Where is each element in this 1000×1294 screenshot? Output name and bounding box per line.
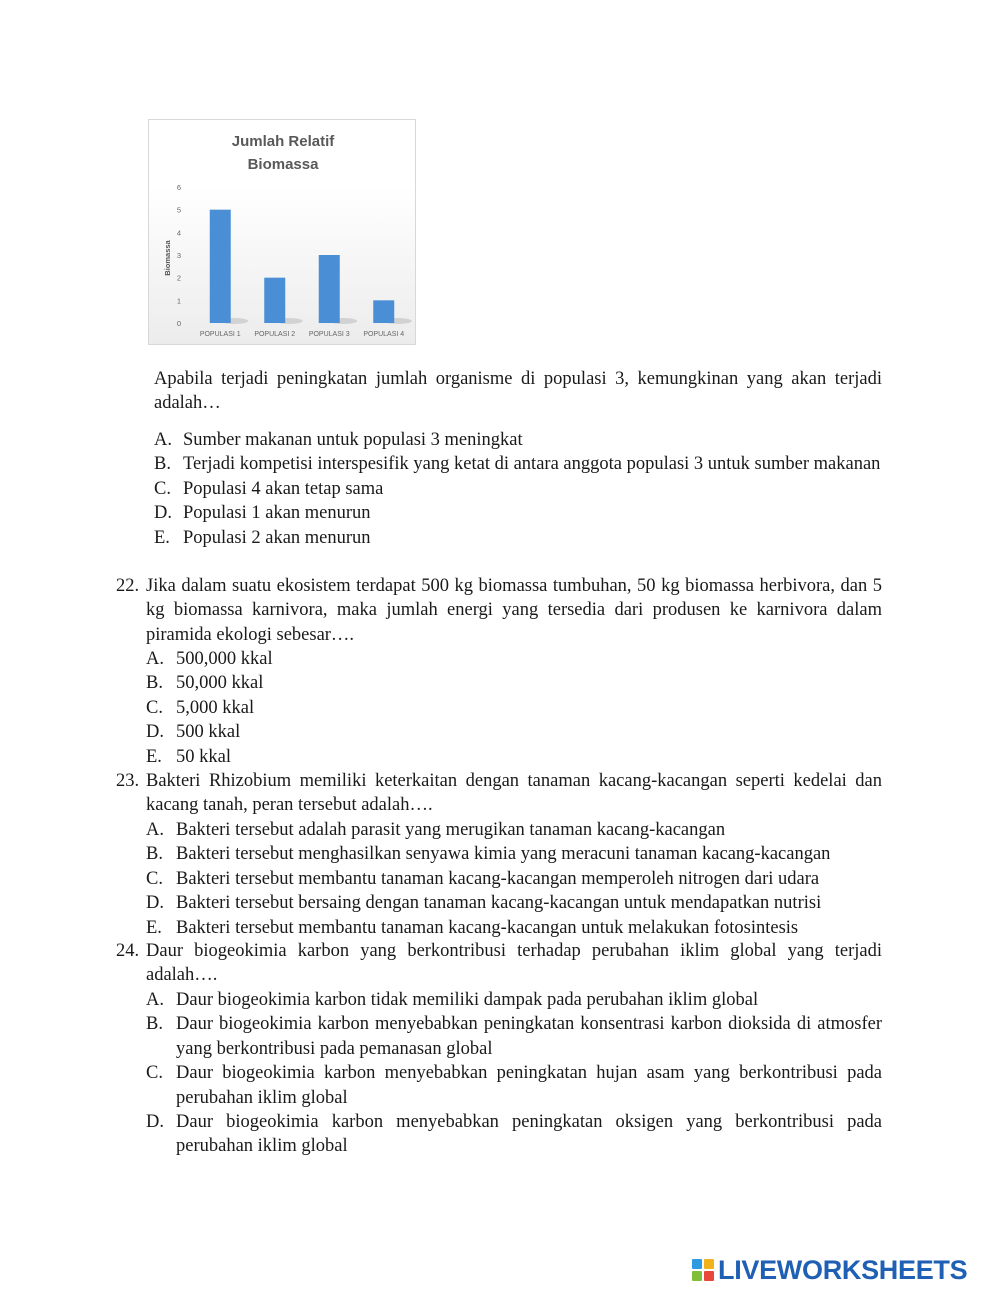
answer-option [154,501,882,525]
option-label: D. [154,503,172,524]
bar [264,278,285,323]
option-text: Bakteri tersebut menghasilkan senyawa kimia yang meracuni tanaman kacang-kacangan [176,844,831,865]
question-number: 24. [116,941,140,961]
chart-title: Biomassa [247,156,319,173]
answer-option [146,671,882,695]
logo-square [692,1259,702,1269]
y-tick-label: 2 [176,273,181,283]
option-label: C. [154,478,171,499]
option-text: Sumber makanan untuk populasi 3 meningkat [183,430,523,450]
q24-options [146,988,882,1159]
y-tick-label: 1 [176,296,181,306]
q21-stem: Apabila terjadi peningkatan jumlah organisme di populasi 3, kemungkinan yang akan terjadi adalah… [154,369,882,414]
option-label: A. [146,820,164,840]
bar [373,300,394,323]
answer-option [146,818,882,842]
option-label: A. [146,649,164,669]
question-24 [116,939,882,988]
question-stem: Jika dalam suatu ekosistem terdapat 500 kg biomassa tumbuhan, 50 kg biomassa herbivora, dan 5 kg biomassa karnivora, maka jumlah energi yang tersedia dari produsen ke karnivora dalam piramida ekologi sebesar…. [146,576,882,645]
answer-option [146,842,882,866]
option-label: A. [146,990,164,1010]
option-label: D. [146,722,164,743]
option-label: E. [146,746,162,767]
y-axis-label: Biomassa [163,240,172,276]
option-label: B. [146,844,163,865]
logo-square [692,1271,702,1281]
liveworksheets-logo [692,1256,967,1284]
option-label: A. [154,430,172,450]
option-text: Terjadi kompetisi interspesifik yang ketat di antara anggota populasi 3 untuk sumber makanan [183,454,881,475]
answer-option [146,647,882,671]
option-text: Populasi 2 akan menurun [183,527,371,548]
question-23 [116,769,882,818]
option-text: Populasi 4 akan tetap sama [183,478,384,499]
option-text: 50 kkal [176,746,231,767]
x-tick-label: POPULASI 2 [254,331,296,338]
answer-option [146,867,882,891]
answer-option [154,452,882,476]
q22-options [146,647,882,769]
y-tick-label: 3 [176,251,181,260]
answer-option [146,891,882,915]
option-text: 5,000 kkal [176,697,255,718]
option-text: Daur biogeokimia karbon tidak memiliki dampak pada perubahan iklim global [176,990,759,1010]
y-tick-label: 0 [176,319,181,328]
answer-option [146,1110,882,1159]
answer-option [154,428,882,452]
option-text: Bakteri tersebut membantu tanaman kacang-kacangan untuk melakukan fotosintesis [176,917,799,938]
option-text: Bakteri tersebut adalah parasit yang merugikan tanaman kacang-kacangan [176,820,726,840]
chart-svg [149,120,416,345]
q21-options [154,428,882,550]
option-label: C. [146,868,163,889]
y-tick-label: 5 [176,205,181,215]
option-label: E. [146,917,162,938]
option-label: C. [146,1063,163,1084]
y-tick-label: 6 [176,183,181,192]
chart-title: Jumlah Relatif [231,133,335,150]
option-text: 500,000 kkal [176,649,273,669]
question-number: 23. [116,771,140,791]
option-text: Daur biogeokimia karbon menyebabkan peningkatan konsentrasi karbon dioksida di atmosfer yang berkontribusi pada pemanasan global [176,1014,882,1059]
option-label: D. [146,1112,164,1133]
option-text: 500 kkal [176,722,241,743]
answer-option [146,988,882,1012]
answer-option [146,696,882,720]
answer-option [154,477,882,501]
option-text: Bakteri tersebut membantu tanaman kacang-kacangan memperoleh nitrogen dari udara [176,868,820,889]
option-label: B. [146,673,163,694]
biomass-bar-chart [148,119,416,345]
bar [210,210,231,323]
option-text: Daur biogeokimia karbon menyebabkan peningkatan hujan asam yang berkontribusi pada perubahan iklim global [176,1063,882,1108]
question-number: 22. [116,576,140,596]
logo-square [704,1259,714,1269]
logo-square [704,1271,714,1281]
option-label: C. [146,697,163,718]
answer-option [154,526,882,550]
question-22 [116,574,882,647]
question-stem: Daur biogeokimia karbon yang berkontribusi terhadap perubahan iklim global yang terjadi adalah…. [146,941,882,986]
brand-name: LIVEWORKSHEETS [718,1254,968,1285]
x-tick-label: POPULASI 4 [363,331,405,338]
bar [319,255,340,323]
option-text: Bakteri tersebut bersaing dengan tanaman kacang-kacangan untuk mendapatkan nutrisi [176,893,822,914]
option-text: Populasi 1 akan menurun [183,503,371,524]
q23-options [146,818,882,940]
option-label: B. [154,454,171,475]
answer-option [146,720,882,744]
option-label: B. [146,1014,163,1035]
option-text: 50,000 kkal [176,673,264,694]
answer-option [146,1012,882,1061]
x-tick-label: POPULASI 1 [199,331,241,338]
option-text: Daur biogeokimia karbon menyebabkan peningkatan oksigen yang berkontribusi pada perubahan iklim global [176,1112,882,1157]
answer-option [146,916,882,940]
answer-option [146,1061,882,1110]
y-tick-label: 4 [176,228,181,238]
answer-option [146,745,882,769]
liveworksheets-logo-icon [692,1259,714,1281]
option-label: D. [146,893,164,914]
question-stem: Bakteri Rhizobium memiliki keterkaitan dengan tanaman kacang-kacangan seperti kedelai dan kacang tanah, peran tersebut adalah…. [146,771,882,816]
option-label: E. [154,527,170,548]
x-tick-label: POPULASI 3 [308,331,350,338]
